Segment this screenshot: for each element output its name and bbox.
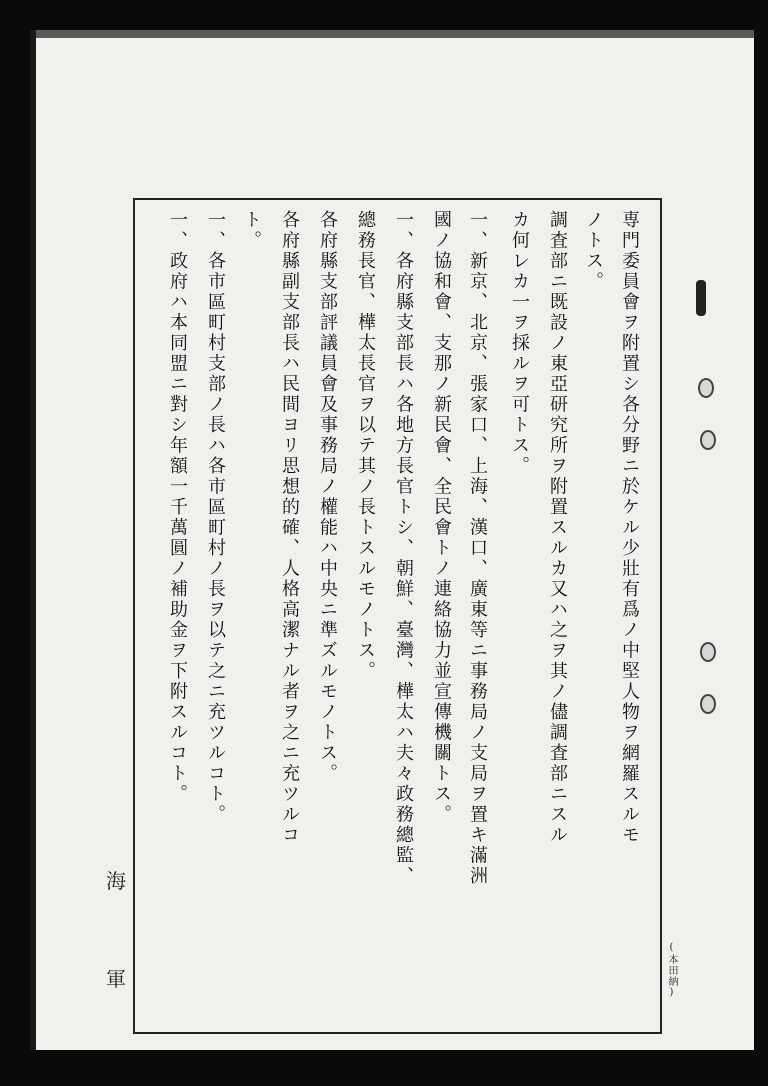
text-column-7: 一、各府縣支部長ハ各地方長官トシ、朝鮮、臺灣、樺太ハ夫々政務總監、: [393, 210, 414, 887]
text-column-12: 一、各市區町村支部ノ長ハ各市區町村ノ長ヲ以テ之ニ充ツルコト。: [205, 210, 226, 825]
binding-hole: [700, 430, 716, 450]
text-column-1: 専門委員會ヲ附置シ各分野ニ於ケル少壯有爲ノ中堅人物ヲ網羅スルモ: [619, 210, 640, 846]
text-column-6: 國ノ協和會、支那ノ新民會、全民會トノ連絡協力並宣傳機關トス。: [431, 210, 452, 825]
text-column-13: 一、政府ハ本同盟ニ對シ年額一千萬圓ノ補助金ヲ下附スルコト。: [167, 210, 188, 805]
text-column-9: 各府縣支部評議員會及事務局ノ權能ハ中央ニ準ズルモノトス。: [317, 210, 338, 784]
text-column-8: 總務長官、樺太長官ヲ以テ其ノ長トスルモノトス。: [355, 210, 376, 682]
page-top-edge: [36, 30, 754, 38]
text-frame: [133, 198, 662, 1034]
document-page: [30, 30, 754, 1050]
margin-label-2: 軍: [106, 967, 126, 991]
margin-label-1: 海: [106, 869, 126, 893]
text-column-5: 一、新京、北京、張家口、上海、漢口、廣東等ニ事務局ノ支局ヲ置キ滿洲: [467, 210, 488, 887]
binding-hole: [698, 378, 714, 398]
text-column-2: ノトス。: [583, 210, 604, 292]
text-column-4: カ何レカ一ヲ採ルヲ可トス。: [509, 210, 530, 477]
side-note: (本田納): [666, 942, 677, 999]
binding-hole: [700, 694, 716, 714]
ink-mark: [696, 280, 706, 316]
text-column-11: ト。: [241, 210, 262, 251]
binding-hole: [700, 642, 716, 662]
text-column-10: 各府縣副支部長ハ民間ヨリ思想的確、人格高潔ナル者ヲ之ニ充ツルコ: [279, 210, 300, 846]
text-column-3: 調査部ニ既設ノ東亞研究所ヲ附置スルカ又ハ之ヲ其ノ儘調査部ニスル: [547, 210, 568, 846]
